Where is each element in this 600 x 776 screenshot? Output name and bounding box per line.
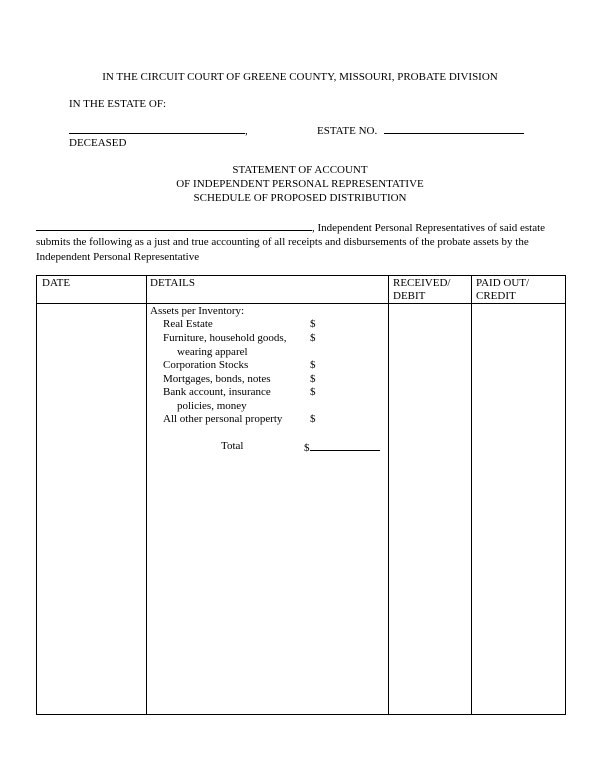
title-line-3: SCHEDULE OF PROPOSED DISTRIBUTION — [193, 192, 407, 204]
court-heading: IN THE CIRCUIT COURT OF GREENE COUNTY, MISSOURI, PROBATE DIVISION — [102, 71, 498, 83]
intro-text-3: Independent Personal Representative — [36, 251, 200, 263]
estate-of-label: IN THE ESTATE OF: — [69, 98, 166, 110]
estate-number-line — [317, 123, 524, 138]
title-line-2: OF INDEPENDENT PERSONAL REPRESENTATIVE — [176, 178, 424, 190]
total-dollar: $ — [304, 442, 310, 454]
column-divider — [471, 276, 472, 714]
intro-text-2: submits the following as a just and true accounting of all receipts and disbursements of the probate assets by the — [36, 236, 529, 248]
estate-number-field[interactable] — [384, 123, 524, 134]
decedent-name-field[interactable] — [69, 123, 245, 134]
other-property-label: All other personal property — [163, 413, 283, 425]
deceased-label: DECEASED — [69, 137, 127, 149]
furniture-label: Furniture, household goods, — [163, 332, 287, 344]
representative-name-field[interactable] — [36, 220, 312, 231]
bank-account-label: Bank account, insurance — [163, 386, 271, 398]
total-label: Total — [221, 440, 244, 452]
paid-column-header — [476, 277, 529, 303]
title-line-1: STATEMENT OF ACCOUNT — [232, 164, 368, 176]
received-header-line-1: RECEIVED/ — [393, 277, 451, 289]
header-divider — [37, 303, 565, 304]
stocks-dollar: $ — [310, 359, 316, 371]
total-amount-field[interactable] — [310, 440, 380, 451]
bank-account-label-cont: policies, money — [177, 400, 247, 412]
paid-header-line-1: PAID OUT/ — [476, 277, 530, 289]
furniture-label-cont: wearing apparel — [177, 346, 248, 358]
bank-account-dollar: $ — [310, 386, 316, 398]
mortgages-label: Mortgages, bonds, notes — [163, 373, 271, 385]
total-amount — [304, 440, 380, 455]
intro-text-1: , Independent Personal Representatives of said estate — [312, 222, 546, 234]
estate-no-label: ESTATE NO. — [317, 125, 378, 137]
mortgages-dollar: $ — [310, 373, 316, 385]
column-divider — [146, 276, 147, 714]
representative-line — [36, 220, 545, 235]
other-property-dollar: $ — [310, 413, 316, 425]
stocks-label: Corporation Stocks — [163, 359, 249, 371]
received-column-header — [393, 277, 450, 303]
details-column-header: DETAILS — [150, 277, 195, 289]
received-header-line-2: DEBIT — [393, 290, 426, 302]
comma: , — [245, 125, 248, 137]
date-column-header: DATE — [42, 277, 71, 289]
decedent-name-line[interactable] — [69, 123, 248, 138]
furniture-dollar: $ — [310, 332, 316, 344]
real-estate-label: Real Estate — [163, 318, 213, 330]
assets-heading: Assets per Inventory: — [150, 305, 245, 317]
column-divider — [388, 276, 389, 714]
real-estate-dollar: $ — [310, 318, 316, 330]
paid-header-line-2: CREDIT — [476, 290, 516, 302]
account-table — [36, 275, 566, 715]
